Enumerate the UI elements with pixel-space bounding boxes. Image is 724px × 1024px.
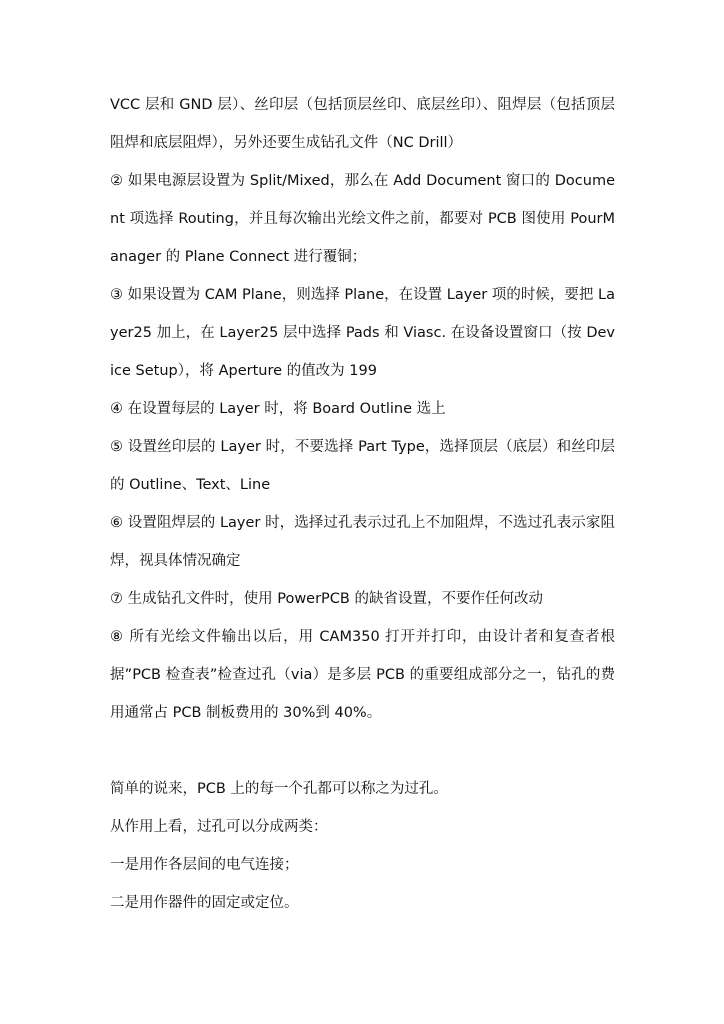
paragraph-gap xyxy=(110,732,615,770)
paragraph-step-4: ④ 在设置每层的 Layer 时，将 Board Outline 选上 xyxy=(110,401,446,417)
paragraph-step-2: ② 如果电源层设置为 Split/Mixed，那么在 Add Document 窗口的 Document 项选择 Routing，并且每次输出光绘文件之前，都要对 PCB 图使用 PourManager 的 Plane Connect 进行覆铜； xyxy=(110,173,615,265)
paragraph-step-8: ⑧ 所有光绘文件输出以后，用 CAM350 打开并打印，由设计者和复查者根据”PCB 检查表”检查过孔（via）是多层 PCB 的重要组成部分之一，钻孔的费用通常占 PCB 制板费用的 30%到 40%。 xyxy=(110,629,615,721)
paragraph-via-type-1: 一是用作各层间的电气连接； xyxy=(110,857,299,873)
paragraph-via-type-2: 二是用作器件的固定或定位。 xyxy=(110,895,299,911)
paragraph-via-definition: 简单的说来，PCB 上的每一个孔都可以称之为过孔。 xyxy=(110,781,448,797)
paragraph-step-6: ⑥ 设置阻焊层的 Layer 时，选择过孔表示过孔上不加阻焊，不选过孔表示家阻焊，视具体情况确定 xyxy=(110,515,615,569)
paragraph-step-5: ⑤ 设置丝印层的 Layer 时，不要选择 Part Type，选择顶层（底层）和丝印层的 Outline、Text、Line xyxy=(110,439,615,493)
paragraph-step-7: ⑦ 生成钻孔文件时，使用 PowerPCB 的缺省设置，不要作任何改动 xyxy=(110,591,543,607)
document-body xyxy=(110,86,615,922)
paragraph-layers: VCC 层和 GND 层）、丝印层（包括顶层丝印、底层丝印）、阻焊层（包括顶层阻焊和底层阻焊），另外还要生成钻孔文件（NC Drill） xyxy=(110,97,615,151)
paragraph-via-types-intro: 从作用上看，过孔可以分成两类： xyxy=(110,819,328,835)
paragraph-step-3: ③ 如果设置为 CAM Plane，则选择 Plane，在设置 Layer 项的时候，要把 Layer25 加上，在 Layer25 层中选择 Pads 和 Viasc. 在设备设置窗口（按 Device Setup），将 Aperture 的值改为 199 xyxy=(110,287,615,379)
